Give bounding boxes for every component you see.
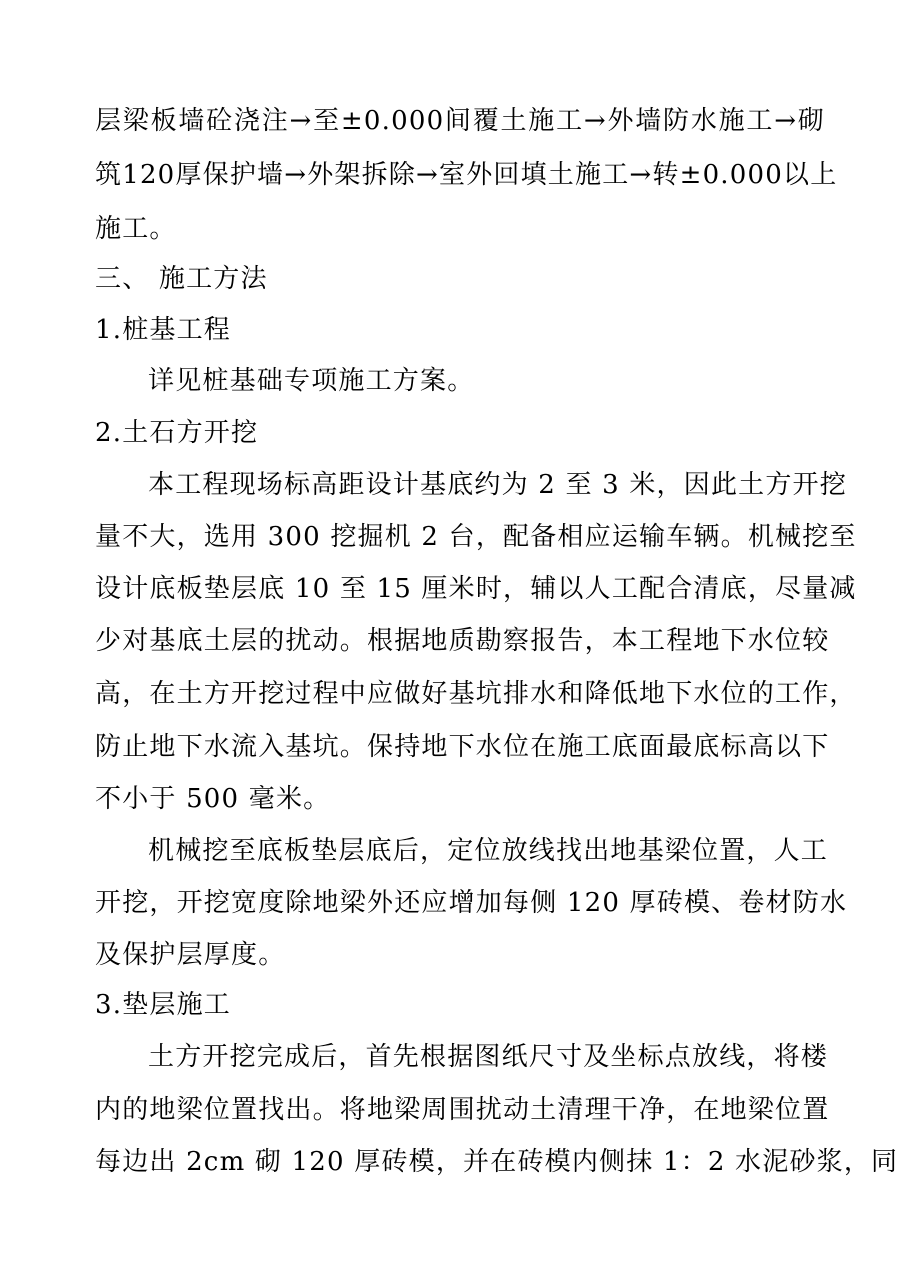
paragraph-line: 少对基底土层的扰动。根据地质勘察报告，本工程地下水位较 — [95, 626, 830, 656]
paragraph-line: 每边出 2cm 砌 120 厚砖模，并在砖模内侧抹 1：2 水泥砂浆，同 — [95, 1147, 899, 1177]
subsection-heading: 3.垫层施工 — [95, 990, 232, 1020]
paragraph-line: 施工。 — [95, 214, 177, 244]
paragraph-line: 筑120厚保护墙→外架拆除→室外回填土施工→转±0.000以上 — [95, 160, 838, 190]
paragraph-line: 详见桩基础专项施工方案。 — [148, 366, 475, 396]
paragraph-line: 内的地梁位置找出。将地梁周围扰动土清理干净，在地梁位置 — [95, 1095, 830, 1125]
paragraph-line: 土方开挖完成后，首先根据图纸尺寸及坐标点放线，将楼 — [148, 1042, 829, 1072]
paragraph-line: 机械挖至底板垫层底后，定位放线找出地基梁位置，人工 — [148, 836, 829, 866]
paragraph-line: 高，在土方开挖过程中应做好基坑排水和降低地下水位的工作， — [95, 679, 857, 709]
paragraph-line: 开挖，开挖宽度除地梁外还应增加每侧 120 厚砖模、卷材防水 — [95, 888, 848, 918]
paragraph-line: 防止地下水流入基坑。保持地下水位在施工底面最底标高以下 — [95, 732, 830, 762]
paragraph-line: 量不大，选用 300 挖掘机 2 台，配备相应运输车辆。机械挖至 — [95, 522, 857, 552]
paragraph-line: 不小于 500 毫米。 — [95, 784, 331, 814]
paragraph-line: 及保护层厚度。 — [95, 940, 286, 970]
paragraph-line: 设计底板垫层底 10 至 15 厘米时，辅以人工配合清底，尽量减 — [95, 574, 857, 604]
subsection-heading: 2.土石方开挖 — [95, 418, 259, 448]
subsection-heading: 1.桩基工程 — [95, 315, 232, 345]
paragraph-line: 本工程现场标高距设计基底约为 2 至 3 米，因此土方开挖 — [148, 470, 847, 500]
section-heading: 三、 施工方法 — [95, 264, 268, 294]
paragraph-line: 层梁板墙砼浇注→至±0.000间覆土施工→外墙防水施工→砌 — [95, 106, 825, 136]
